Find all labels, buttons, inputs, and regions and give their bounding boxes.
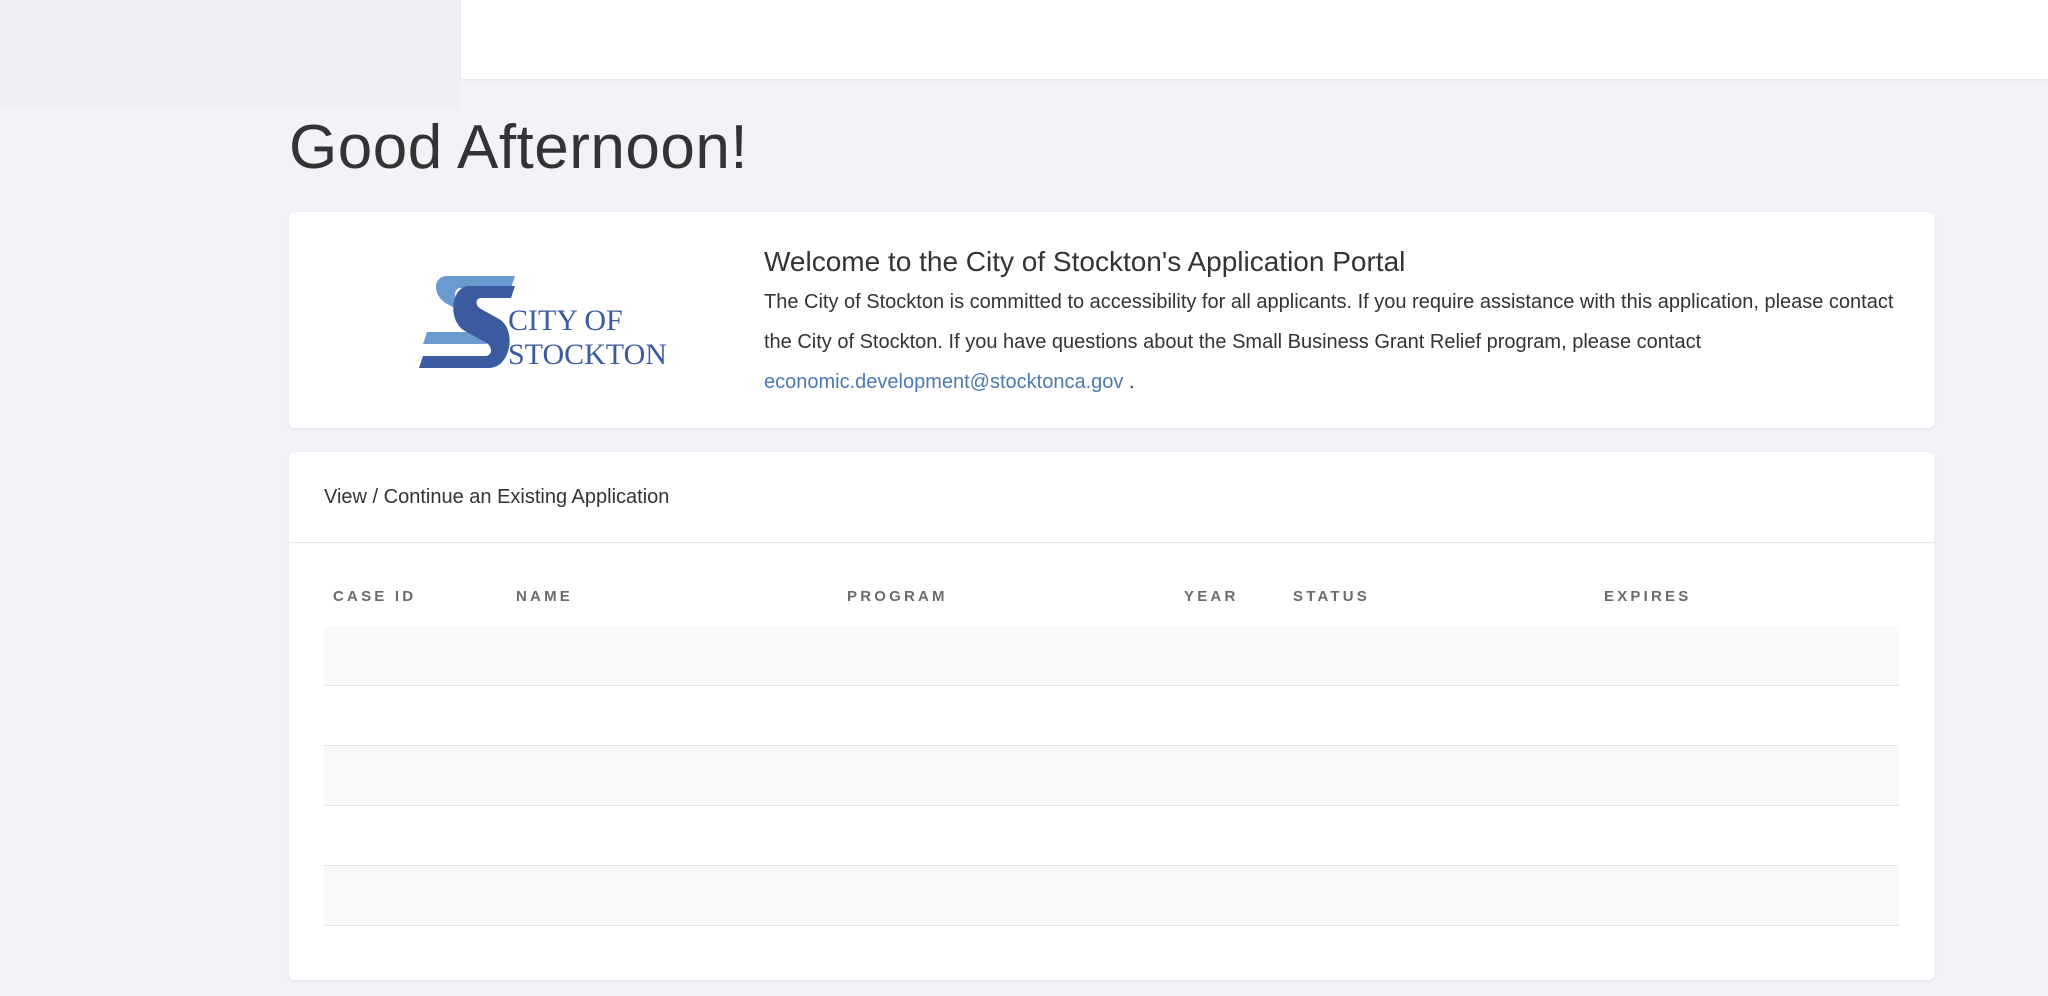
- applications-table: [324, 576, 1899, 926]
- table-row[interactable]: [324, 746, 1899, 806]
- existing-applications-card: [289, 452, 1934, 980]
- column-header-case-id[interactable]: CASE ID: [333, 588, 417, 605]
- logo-text-line1: CITY OF: [508, 304, 623, 337]
- column-header-name[interactable]: NAME: [516, 588, 573, 605]
- table-row[interactable]: [324, 626, 1899, 686]
- contact-email-link[interactable]: economic.development@stocktonca.gov: [764, 371, 1124, 393]
- table-row[interactable]: [324, 866, 1899, 926]
- column-header-program[interactable]: PROGRAM: [847, 588, 948, 605]
- table-row[interactable]: [324, 806, 1899, 866]
- top-navbar: [461, 0, 2048, 79]
- table-row[interactable]: [324, 686, 1899, 746]
- table-header: [324, 576, 1899, 626]
- welcome-content: [764, 242, 1894, 402]
- welcome-text-body: The City of Stockton is committed to accessibility for all applicants. If you require assistance with this application, please contact the City of Stockton. If you have questions about the Small Business Grant Relief program, please contact: [764, 291, 1894, 353]
- column-header-expires[interactable]: EXPIRES: [1604, 588, 1692, 605]
- column-header-status[interactable]: STATUS: [1293, 588, 1370, 605]
- sidebar-header: [0, 0, 461, 110]
- welcome-text-end: .: [1123, 371, 1135, 393]
- column-header-year[interactable]: YEAR: [1184, 588, 1239, 605]
- welcome-card: [289, 212, 1934, 428]
- welcome-title: Welcome to the City of Stockton's Application Portal: [764, 246, 1406, 277]
- logo-text-line2: STOCKTON: [508, 338, 667, 371]
- welcome-text: [764, 282, 1894, 402]
- city-of-stockton-logo: [419, 272, 679, 372]
- page-greeting: Good Afternoon!: [289, 113, 749, 182]
- existing-applications-title: View / Continue an Existing Application: [289, 452, 1934, 543]
